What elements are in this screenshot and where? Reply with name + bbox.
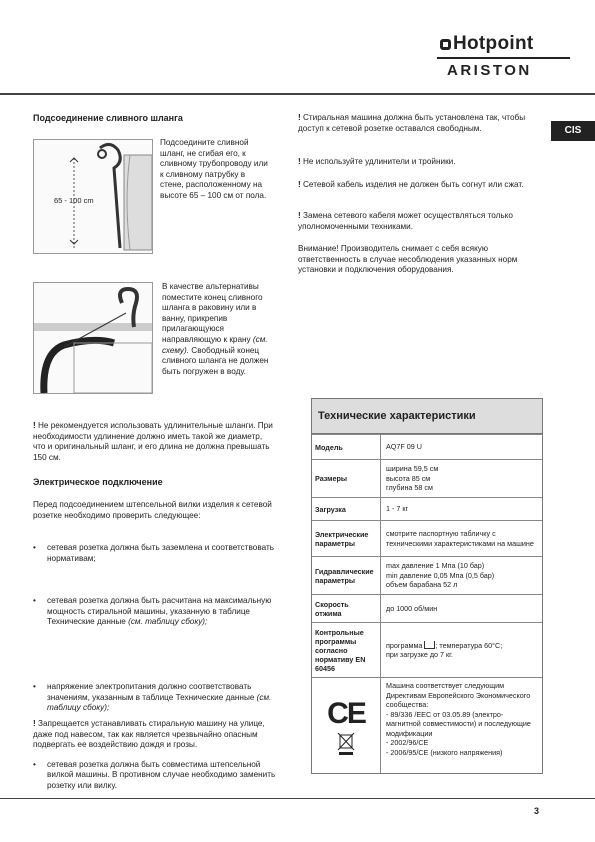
spec-row-model (312, 434, 542, 459)
drain-section-title: Подсоединение сливного шланга (33, 113, 183, 123)
electric-bullet-1: • сетевая розетка должна быть заземлена и соответствовать нормативам; (33, 543, 279, 564)
hotpoint-logo-icon (440, 39, 451, 50)
spec-key: Модель (312, 435, 381, 459)
note-cable-replace: ! Замена сетевого кабеля может осуществляться только уполномоченными техниками. (298, 211, 513, 231)
page-number: 3 (534, 806, 540, 816)
warning-icon: ! (298, 113, 304, 122)
header-rule (0, 93, 595, 95)
ce-marks (312, 678, 381, 773)
spec-key: Электрические параметры (312, 521, 381, 556)
warning-icon: ! (33, 421, 39, 430)
cotton-program-icon (424, 641, 435, 649)
brand-logo (440, 33, 533, 55)
electric-bullet-2: • сетевая розетка должна быть расчитана на максимальную мощность стиральной машины, указанную в таблице Технические данные (см. таблицу сбоку); (33, 596, 279, 628)
spec-key: Размеры (312, 460, 381, 497)
footer-rule (0, 798, 595, 799)
spec-key: Гидравлические параметры (312, 557, 381, 594)
note-no-extensions: ! Не используйте удлинители и тройники. (298, 157, 456, 166)
ce-mark-icon: CE (327, 696, 365, 730)
spec-row-hydraulic (312, 556, 542, 594)
electric-section-title: Электрическое подключение (33, 477, 163, 487)
spec-row-ce (312, 677, 542, 773)
note-socket-access: ! Стиральная машина должна быть установлена так, чтобы доступ к сетевой розетке оставался свободным. (298, 113, 526, 133)
spec-value: AQ7F 09 U (386, 442, 422, 452)
spec-row-electric (312, 520, 542, 556)
spec-key: Контрольные программы согласно нормативу EN 60456 (312, 623, 381, 677)
spec-value: 1 - 7 кг (386, 504, 409, 514)
electric-warning: ! Запрещается устанавливать стиральную машину на улице, даже под навесом, так как является чрезвычайно опасным подвергать ее воздействию дождя и грозы. (33, 719, 265, 750)
drain-hose-sink-illustration (34, 283, 152, 393)
warning-icon: ! (298, 211, 304, 220)
drain-warning: ! Не рекомендуется использовать удлинительные шланги. При необходимости удлинение должно иметь такой же диаметр, что и оригинальный шланг, и его длина не должна превышать 150 см. (33, 421, 273, 462)
spec-value: ширина 59,5 см высота 85 см глубина 58 см (386, 464, 439, 493)
weee-bin-icon (336, 731, 356, 755)
height-range-label: 65 - 100 cm (54, 196, 94, 205)
electric-bullet-3: • напряжение электропитания должно соответствовать значениям, указанным в таблице Технические данные (см. таблицу сбоку); (33, 682, 279, 714)
brand-sub: ARISTON (447, 62, 532, 79)
logo-divider (437, 57, 570, 59)
spec-row-spin (312, 594, 542, 622)
drain-figure-wall (33, 139, 153, 254)
warning-icon: ! (298, 180, 304, 189)
warning-icon: ! (33, 719, 39, 728)
spec-table (311, 398, 543, 774)
warning-icon: ! (298, 157, 304, 166)
spec-value: до 1000 об/мин (386, 603, 438, 613)
spec-value: Машина соответствует следующим Директивам Европейского Экономического сообщества: - 89/336 /EEC от 03.05.89 (электро- магнитной совместимости) и последующие модификации - 2002/96/CE - 2006/95/CE (низкого напряжения) (386, 681, 531, 757)
drain-figure-sink (33, 282, 153, 394)
spec-key: Скорость отжима (312, 595, 381, 622)
electric-intro: Перед подсоединением штепсельной вилки изделия к сетевой розетке необходимо проверить следующее: (33, 500, 272, 520)
note-cable-bend: ! Сетевой кабель изделия не должен быть согнут или сжат. (298, 180, 524, 189)
attention-note: Внимание! Производитель снимает с себя всякую ответственность в случае несоблюдения указанных норм установки и подключения оборудования. (298, 244, 518, 275)
spec-key: Загрузка (312, 498, 381, 520)
spec-value: смотрите паспортную табличку с техническими характеристиками на машине (386, 529, 534, 548)
spec-table-title: Технические характеристики (312, 399, 542, 434)
brand-name: Hotpoint (453, 33, 534, 54)
spec-row-load (312, 497, 542, 520)
drain-paragraph-1: Подсоедините сливной шланг, не сгибая его, к сливному трубопроводу или к сливному патрубку в стене, расположенному на высоте 65 – 100 см от пола. (160, 138, 268, 200)
spec-value: программа ; температура 60°C; при загрузке до 7 кг. (386, 640, 503, 659)
language-tab: CIS (551, 121, 595, 141)
spec-value: max давление 1 Мпа (10 бар) min давление 0,05 Мпа (0,5 бар) объем барабана 52 л (386, 561, 495, 590)
spec-row-size (312, 459, 542, 497)
drain-paragraph-2: В качестве альтернативы поместите конец сливного шланга в раковину или в ванну, прикрепив прилагающуюся направляющую к крану (см. схему). Свободный конец сливного шланга не должен быть погружен в воду. (162, 282, 269, 376)
spec-row-control (312, 622, 542, 677)
electric-bullet-4: • сетевая розетка должна быть совместима штепсельной вилкой машины. В противном случае необходимо заменить розетку или вилку. (33, 760, 279, 792)
